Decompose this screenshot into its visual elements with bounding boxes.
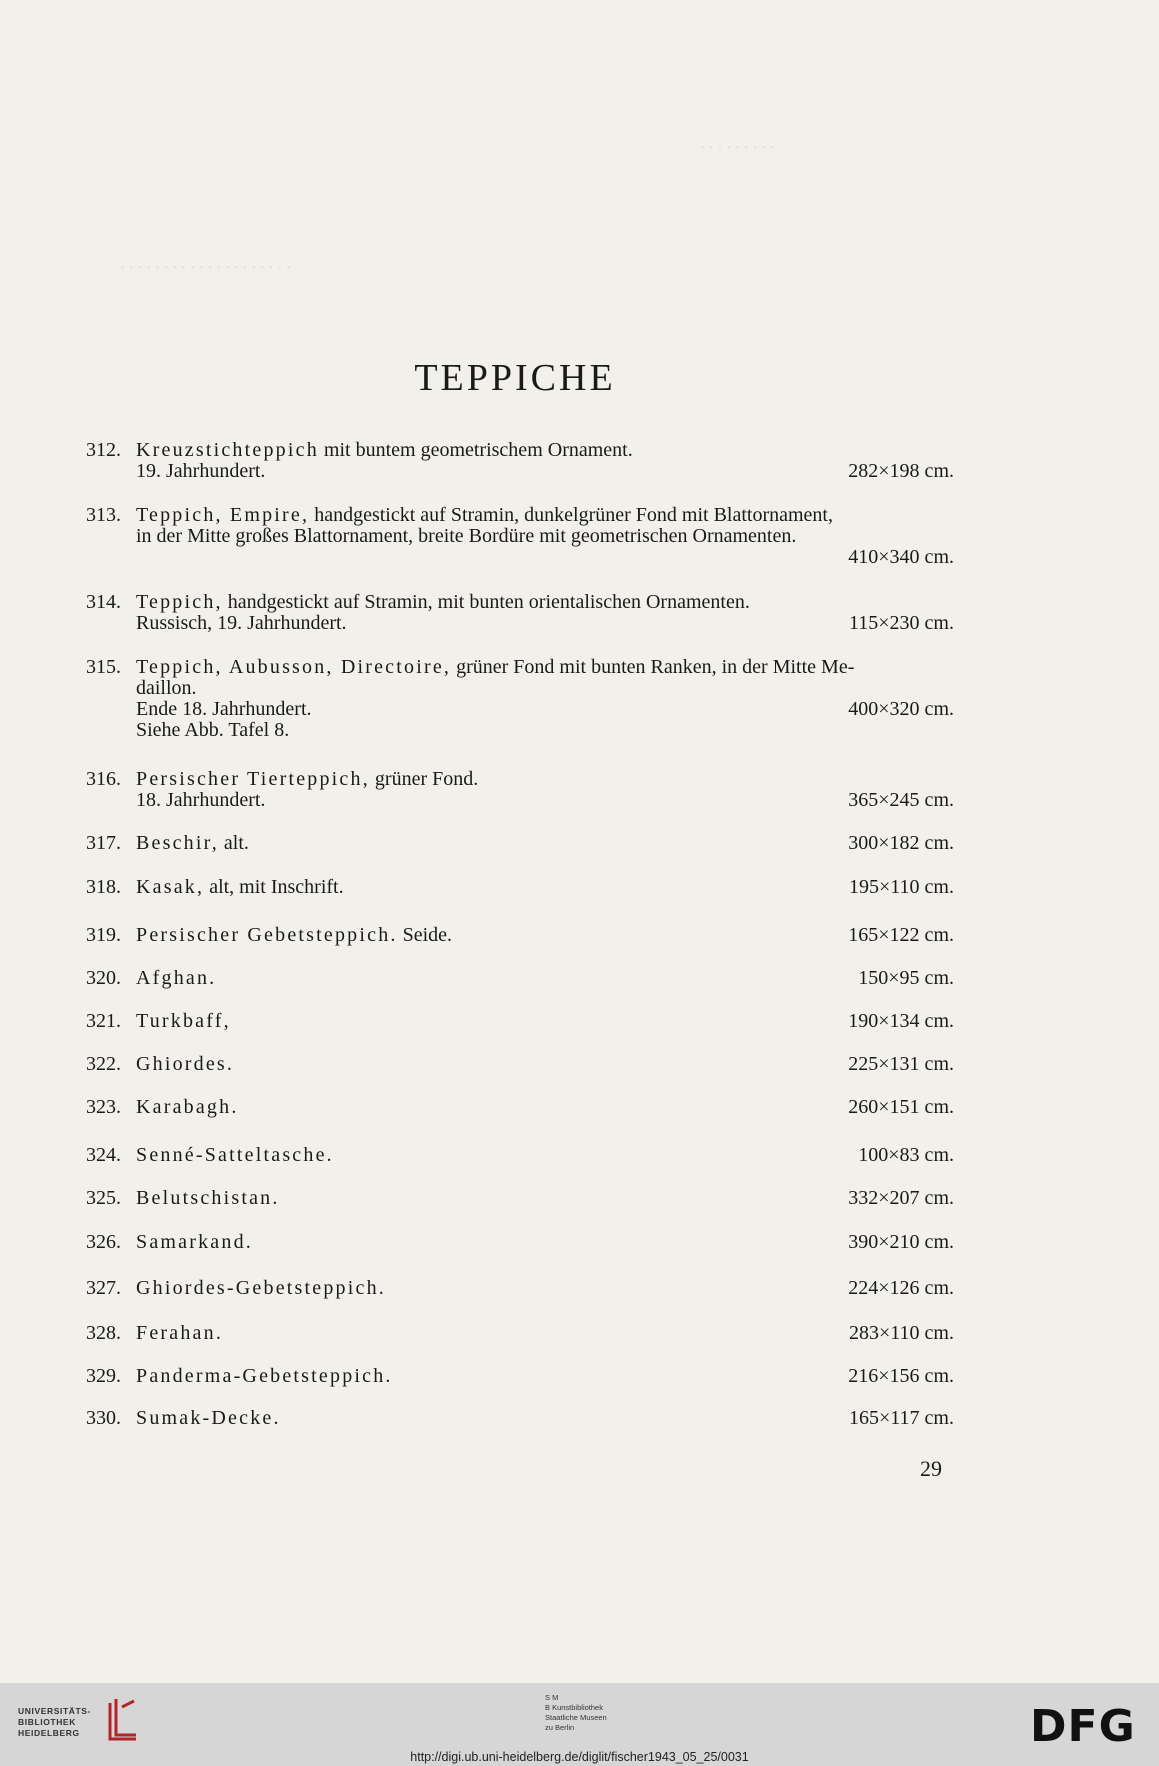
entry-description: alt, mit Inschrift. [209,876,344,898]
bleed-through-text: · · · · · · · · · [700,140,775,156]
ub-heidelberg-logo-text[interactable]: UNIVERSITÄTS- BIBLIOTHEK HEIDELBERG [18,1706,91,1738]
entry-size: 332×207 cm. [848,1187,954,1209]
entry-description: daillon. [136,677,197,699]
catalogue-entry [86,1011,954,1032]
entry-number: 314. [86,591,121,613]
smb-kunstbibliothek-logo[interactable]: S M B Kunstbibliothek Staatliche Museen zu Berlin [545,1693,607,1732]
entry-description: in der Mitte großes Blattornament, breite Bordüre mit geometrischen Ornamenten. [136,525,797,547]
dfg-logo[interactable]: DFG [1030,1701,1136,1752]
entry-number: 316. [86,768,121,790]
entry-name: Belutschistan. [136,1187,280,1209]
entry-number: 321. [86,1010,121,1032]
entry-number: 315. [86,656,121,678]
catalogue-entry [86,1054,954,1075]
entry-size: 410×340 cm. [848,546,954,568]
entry-number: 318. [86,876,121,898]
entry-name: Kasak, [136,876,205,898]
entry-name: Teppich, [136,591,223,613]
footer-bar [0,1683,1159,1766]
entry-description: Seide. [402,924,453,946]
entry-name: Senné-Satteltasche. [136,1144,334,1166]
entry-size: 165×122 cm. [848,924,954,946]
catalogue-entry [86,592,954,634]
entry-number: 325. [86,1187,121,1209]
entry-number: 329. [86,1365,121,1387]
entry-description: handgestickt auf Stramin, mit bunten orientalischen Ornamenten. [227,591,750,613]
catalogue-entry [86,657,954,741]
catalogue-entry [86,1323,954,1344]
bleed-through-text: · · · · · · · · · · · · · · · · · · · · [120,260,292,276]
catalogue-entry [86,833,954,854]
entry-size: 100×83 cm. [858,1144,954,1166]
catalogue-entry [86,1232,954,1253]
catalogue-entry [86,968,954,989]
entry-description: Russisch, 19. Jahrhundert. [136,612,347,634]
entry-name: Ferahan. [136,1322,224,1344]
entry-name: Persischer Tierteppich, [136,768,370,790]
entry-name: Samarkand. [136,1231,253,1253]
entry-number: 313. [86,504,121,526]
entry-description: grüner Fond mit bunten Ranken, in der Mitte Me- [456,656,855,678]
entry-name: Ghiordes-Gebetsteppich. [136,1277,386,1299]
entry-name: Panderma-Gebetsteppich. [136,1365,393,1387]
entry-name: Teppich, Empire, [136,504,310,526]
entry-name: Teppich, Aubusson, Directoire, [136,656,452,678]
entry-size: 225×131 cm. [848,1053,954,1075]
entry-name: Persischer Gebetsteppich. [136,924,398,946]
entry-name: Afghan. [136,967,217,989]
ub-heidelberg-logo-icon [106,1697,140,1743]
entry-description: grüner Fond. [374,768,479,790]
entry-size: 190×134 cm. [848,1010,954,1032]
entry-description: mit buntem geometrischem Ornament. [323,439,633,461]
entry-number: 330. [86,1407,121,1429]
catalogue-entry [86,1408,954,1429]
entry-size: 150×95 cm. [858,967,954,989]
entry-name: Ghiordes. [136,1053,235,1075]
entry-description: 19. Jahrhundert. [136,460,266,482]
catalogue-entry [86,769,954,811]
entry-size: 260×151 cm. [848,1096,954,1118]
entry-size: 300×182 cm. [848,832,954,854]
entry-size: 115×230 cm. [849,612,954,634]
catalogue-entry [86,1278,954,1299]
entry-number: 322. [86,1053,121,1075]
entry-size: 282×198 cm. [848,460,954,482]
entry-name: Sumak-Decke. [136,1407,281,1429]
catalogue-entry [86,1145,954,1166]
catalogue-entry [86,1097,954,1118]
entry-number: 324. [86,1144,121,1166]
entry-size: 283×110 cm. [849,1322,954,1344]
entry-name: Beschir, [136,832,219,854]
entry-size: 390×210 cm. [848,1231,954,1253]
catalogue-entry [86,925,954,946]
catalogue-entry [86,877,954,898]
page-number: 29 [920,1456,942,1481]
entry-size: 216×156 cm. [848,1365,954,1387]
entry-number: 323. [86,1096,121,1118]
catalogue-entry [86,1188,954,1209]
catalogue-entry [86,505,954,568]
entry-number: 312. [86,439,121,461]
entry-name: Kreuzstichteppich [136,439,319,461]
catalogue-entry [86,1366,954,1387]
entry-number: 327. [86,1277,121,1299]
entry-size: 365×245 cm. [848,789,954,811]
entry-number: 319. [86,924,121,946]
entry-size: 165×117 cm. [849,1407,954,1429]
entry-description: Ende 18. Jahrhundert. [136,698,312,720]
entry-description: 18. Jahrhundert. [136,789,266,811]
entry-name: Turkbaff, [136,1010,231,1032]
permalink-url[interactable]: http://digi.ub.uni-heidelberg.de/diglit/fischer1943_05_25/0031 [410,1750,749,1764]
entry-name: Karabagh. [136,1096,239,1118]
entry-number: 317. [86,832,121,854]
entry-size: 195×110 cm. [849,876,954,898]
entry-number: 326. [86,1231,121,1253]
entry-description: handgestickt auf Stramin, dunkelgrüner Fond mit Blattornament, [314,504,833,526]
catalogue-entry [86,440,954,482]
entry-size: 224×126 cm. [848,1277,954,1299]
page-title: TEPPICHE [414,357,616,399]
entry-description: Siehe Abb. Tafel 8. [136,719,290,741]
entry-size: 400×320 cm. [848,698,954,720]
entry-description: alt. [223,832,249,854]
entry-number: 320. [86,967,121,989]
entry-number: 328. [86,1322,121,1344]
